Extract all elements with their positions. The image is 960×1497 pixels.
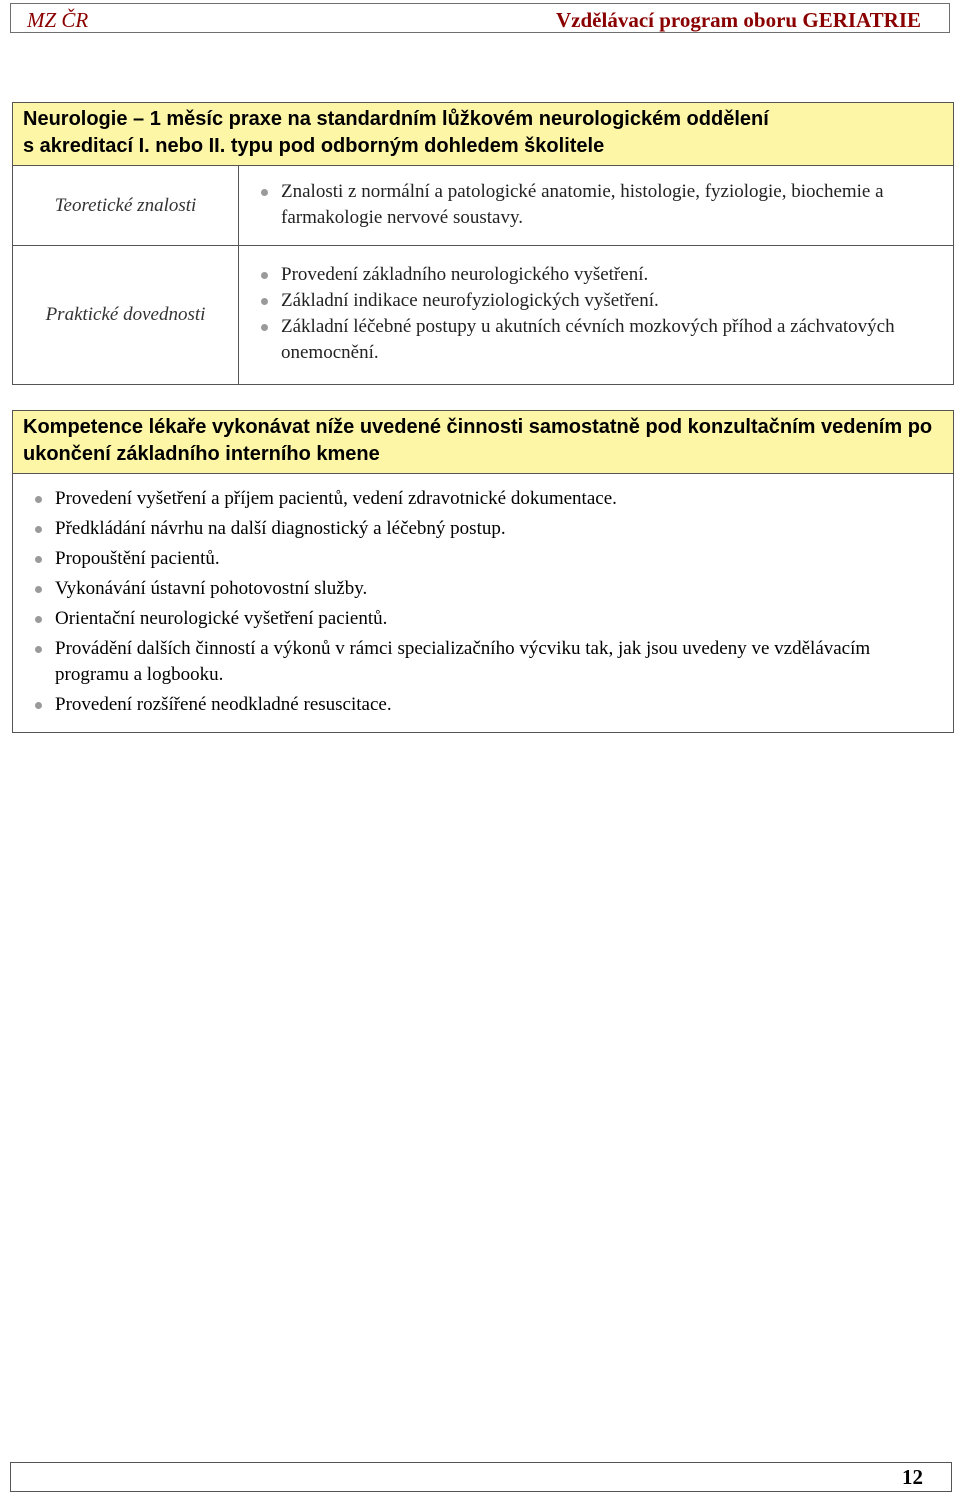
theory-list (253, 179, 939, 231)
neurology-title-line1: Neurologie – 1 měsíc praxe na standardním lůžkovém neurologickém oddělení (23, 108, 769, 130)
list-item: Předkládání návrhu na další diagnostický a léčebný postup. (27, 516, 939, 542)
list-item: Základní léčebné postupy u akutních cévních mozkových příhod a záchvatových onemocnění. (253, 314, 939, 366)
bullet-icon (261, 298, 268, 305)
bullet-icon (35, 526, 42, 533)
neurology-section-title (13, 103, 954, 166)
bullet-icon (35, 556, 42, 563)
list-item: Provedení základního neurologického vyšetření. (253, 262, 939, 288)
neurology-table (12, 102, 954, 385)
list-item: Znalosti z normální a patologické anatomie, histologie, fyziologie, biochemie a farmakologie nervové soustavy. (253, 179, 939, 231)
page-header (10, 3, 950, 33)
bullet-icon (35, 616, 42, 623)
practical-content (239, 246, 954, 385)
list-item: Provedení rozšířené neodkladné resuscitace. (27, 692, 939, 718)
page-footer (10, 1462, 952, 1492)
competence-list (27, 486, 939, 718)
theory-content (239, 166, 954, 246)
bullet-icon (35, 586, 42, 593)
bullet-icon (35, 496, 42, 503)
bullet-icon (35, 702, 42, 709)
header-program-title: Vzdělávací program oboru GERIATRIE (556, 8, 921, 32)
competence-section-title: Kompetence lékaře vykonávat níže uvedené činnosti samostatně pod konzultačním vedením po ukončení základního interního kmene (13, 411, 954, 474)
bullet-icon (261, 272, 268, 279)
list-item: Základní indikace neurofyziologických vyšetření. (253, 288, 939, 314)
list-item: Propouštění pacientů. (27, 546, 939, 572)
list-item: Vykonávání ústavní pohotovostní služby. (27, 576, 939, 602)
theory-label: Teoretické znalosti (13, 166, 239, 246)
page-number: 12 (902, 1465, 923, 1489)
practical-label: Praktické dovednosti (13, 246, 239, 385)
list-item: Orientační neurologické vyšetření pacientů. (27, 606, 939, 632)
bullet-icon (35, 646, 42, 653)
bullet-icon (261, 189, 268, 196)
neurology-title-line2: s akreditací I. nebo II. typu pod odborným dohledem školitele (23, 135, 605, 157)
list-item: Provádění dalších činností a výkonů v rámci specializačního výcviku tak, jak jsou uvedeny ve vzdělávacím programu a logbooku. (27, 636, 939, 688)
competence-table (12, 410, 954, 733)
competence-content (13, 474, 954, 733)
bullet-icon (261, 324, 268, 331)
practical-list (253, 262, 939, 366)
header-ministry: MZ ČR (27, 8, 89, 32)
list-item: Provedení vyšetření a příjem pacientů, vedení zdravotnické dokumentace. (27, 486, 939, 512)
